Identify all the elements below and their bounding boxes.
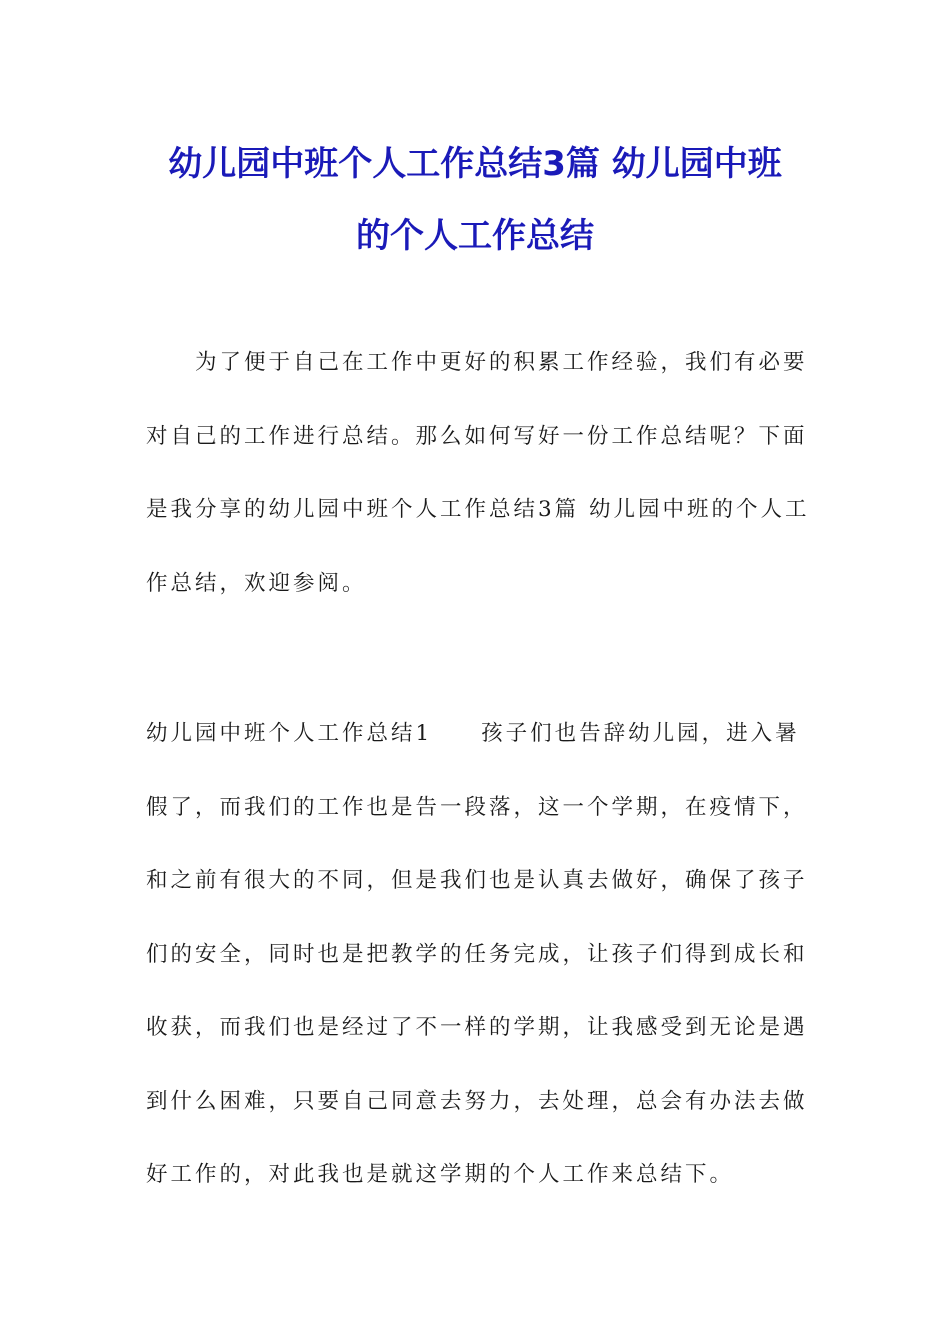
paragraph-line: 假了，而我们的工作也是告一段落，这一个学期，在疫情下， <box>146 794 808 820</box>
paragraph-line: 为了便于自己在工作中更好的积累工作经验，我们有必要 <box>146 350 808 375</box>
paragraph-line: 好工作的，对此我也是就这学期的个人工作来总结下。 <box>146 1162 735 1187</box>
document-title <box>120 128 830 272</box>
paragraph-line: 作总结，欢迎参阅。 <box>146 570 367 596</box>
paragraph-line: 收获，而我们也是经过了不一样的学期，让我感受到无论是遇 <box>146 1015 808 1040</box>
paragraph-line: 和之前有很大的不同，但是我们也是认真去做好，确保了孩子 <box>146 868 808 893</box>
paragraph-line: 到什么困难，只要自己同意去努力，去处理，总会有办法去做 <box>146 1088 808 1114</box>
paragraph-line: 是我分享的幼儿园中班个人工作总结3篇 幼儿园中班的个人工 <box>146 497 810 522</box>
paragraph-line: 们的安全，同时也是把教学的任务完成，让孩子们得到成长和 <box>146 941 808 967</box>
paragraph-line: 对自己的工作进行总结。那么如何写好一份工作总结呢？下面 <box>146 423 808 449</box>
title-line: 的个人工作总结 <box>356 216 594 256</box>
paragraph-line: 幼儿园中班个人工作总结1 孩子们也告辞幼儿园，进入暑 <box>146 721 800 746</box>
section-1-paragraph <box>146 697 806 1212</box>
title-line: 幼儿园中班个人工作总结3篇 幼儿园中班 <box>168 144 782 184</box>
intro-paragraph <box>146 326 810 620</box>
